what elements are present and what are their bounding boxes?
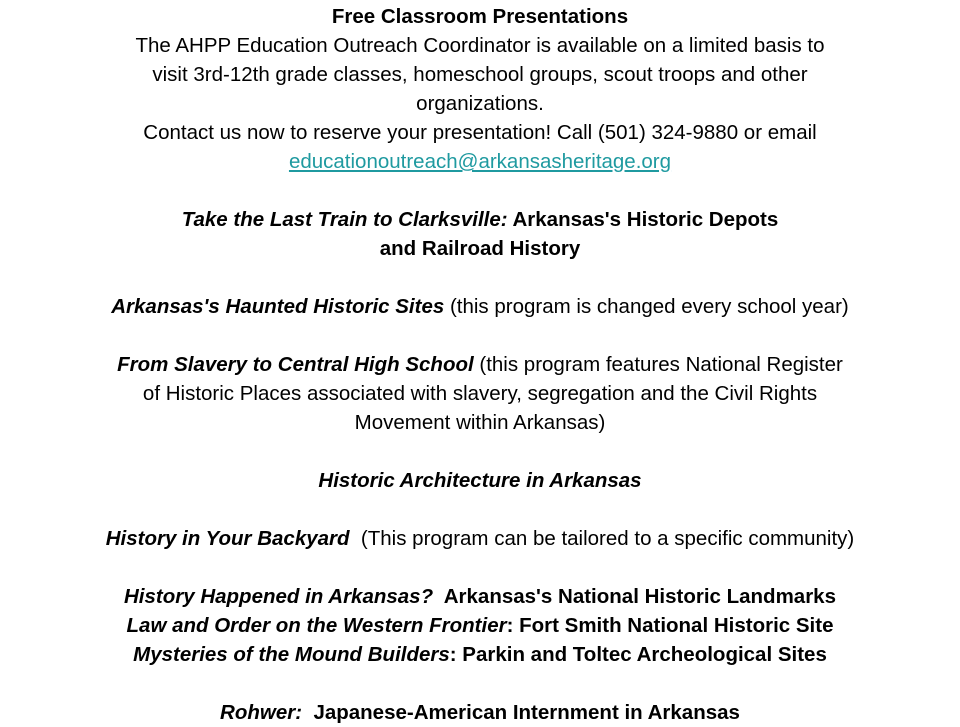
program-slavery-desc: (this program features National Register [473,353,843,376]
program-mounds [30,640,930,669]
program-slavery-line-2: of Historic Places associated with slavery, segregation and the Civil Rights [142,382,818,405]
program-train-line-2: and Railroad History [379,237,581,260]
program-rohwer-title: Rohwer: [220,701,303,724]
program-rohwer-subtitle: Japanese-American Internment in Arkansas [302,701,740,724]
program-train-title: Take the Last Train to Clarksville: [181,208,508,231]
program-backyard-title: History in Your Backyard [105,527,350,550]
program-slavery-line-3: Movement within Arkansas) [354,411,606,434]
program-landmarks [30,582,930,611]
intro-line-1: The AHPP Education Outreach Coordinator is available on a limited basis to [135,34,825,57]
program-landmarks-subtitle: Arkansas's National Historic Landmarks [433,585,836,608]
intro-line-2: visit 3rd-12th grade classes, homeschool groups, scout troops and other [152,63,808,86]
spacer [30,176,930,205]
program-haunted-title: Arkansas's Haunted Historic Sites [111,295,445,318]
spacer [30,263,930,292]
intro-line-3: organizations. [416,92,544,115]
program-frontier-subtitle: : Fort Smith National Historic Site [506,614,834,637]
program-haunted-desc: (this program is changed every school year) [444,295,849,318]
program-frontier-title: Law and Order on the Western Frontier [126,614,507,637]
program-haunted [30,292,930,321]
program-slavery-line-1 [30,350,930,379]
email-link[interactable]: educationoutreach@arkansasheritage.org [288,150,672,173]
program-mounds-title: Mysteries of the Mound Builders [133,643,450,666]
program-architecture-title: Historic Architecture in Arkansas [318,469,642,492]
program-train-subtitle: Arkansas's Historic Depots [507,208,779,231]
spacer [30,321,930,350]
program-landmarks-title: History Happened in Arkansas? [124,585,434,608]
contact-line: Contact us now to reserve your presentation! Call (501) 324-9880 or email [143,121,817,144]
spacer [30,437,930,466]
page-title: Free Classroom Presentations [331,5,629,28]
email-line [30,147,930,176]
program-rohwer [30,698,930,727]
program-train-line-1 [30,205,930,234]
spacer [30,669,930,698]
program-frontier [30,611,930,640]
program-mounds-subtitle: : Parkin and Toltec Archeological Sites [449,643,827,666]
program-backyard [30,524,930,553]
program-slavery-title: From Slavery to Central High School [117,353,474,376]
spacer [30,553,930,582]
spacer [30,495,930,524]
program-backyard-desc: (This program can be tailored to a specific community) [349,527,855,550]
